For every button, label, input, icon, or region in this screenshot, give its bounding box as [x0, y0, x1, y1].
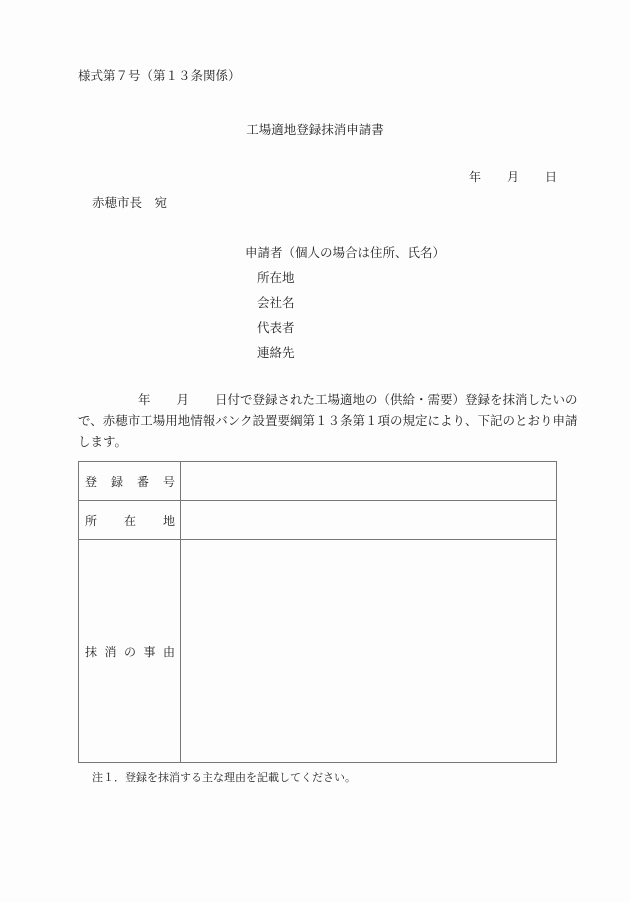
date-month-label: 月: [507, 170, 520, 184]
statement-line-2: で、赤穂市工場用地情報バンク設置要綱第１３条第１項の規定により、下記のとおり申請: [78, 413, 578, 428]
label-char: 号: [162, 474, 175, 489]
registration-number-field[interactable]: [181, 462, 557, 501]
label-char: 事: [143, 644, 156, 659]
applicant-field-company: 会社名: [257, 295, 295, 310]
applicant-heading: 申請者（個人の場合は住所、氏名）: [245, 245, 446, 260]
label-char: 由: [162, 644, 175, 659]
label-cancellation-reason: [79, 540, 181, 763]
applicant-field-contact: 連絡先: [257, 345, 295, 360]
footnote: 注１．登録を抹消する主な理由を記載してください。: [92, 771, 356, 784]
table-row-cancellation-reason: [79, 540, 557, 763]
location-field[interactable]: [181, 501, 557, 540]
label-char: 抹: [85, 644, 98, 659]
label-char: 番: [136, 474, 149, 489]
statement-line-1-text: 日付で登録された工場適地の（供給・需要）登録を抹消したいの: [215, 392, 578, 407]
statement-year: 年: [138, 392, 151, 407]
date-day-label: 日: [545, 170, 558, 184]
table-row-location: [79, 501, 557, 540]
table-row-registration-number: [79, 462, 557, 501]
label-char: 登: [85, 474, 98, 489]
statement-line-1: [78, 389, 578, 410]
request-statement: [78, 389, 578, 452]
label-char: の: [123, 644, 136, 659]
applicant-field-location: 所在地: [257, 270, 295, 285]
label-char: 所: [85, 513, 98, 528]
date-line: [469, 168, 557, 185]
addressee: 赤穂市長 宛: [92, 195, 168, 210]
statement-line-3: します。: [78, 434, 128, 449]
label-char: 消: [104, 644, 117, 659]
label-char: 録: [110, 474, 123, 489]
label-char: 地: [162, 513, 175, 528]
form-number: 様式第７号（第１３条関係）: [78, 68, 241, 83]
statement-month: 月: [176, 392, 190, 407]
label-registration-number: [79, 462, 181, 501]
document-title: 工場適地登録抹消申請書: [246, 122, 384, 137]
applicant-field-representative: 代表者: [257, 320, 295, 335]
date-year-label: 年: [469, 170, 482, 184]
label-char: 在: [123, 513, 136, 528]
label-location: [79, 501, 181, 540]
cancellation-reason-field[interactable]: [181, 540, 557, 763]
registration-table: [78, 461, 557, 763]
applicant-block: [245, 243, 445, 368]
